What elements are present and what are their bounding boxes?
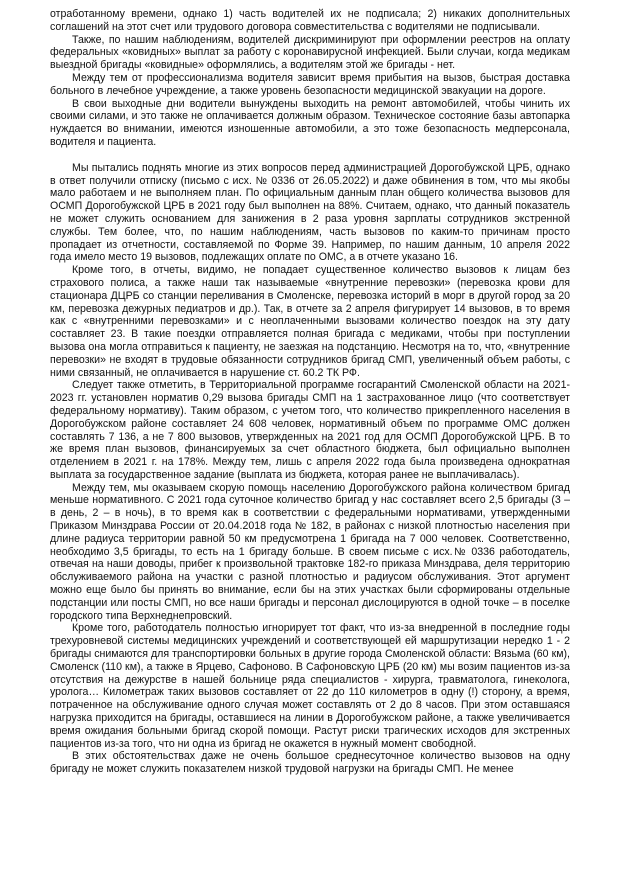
paragraph: Также, по нашим наблюдениям, водителей дискриминируют при оформлении реестров на оплату федеральных «ковидных» выплат за работу с коронавирусной инфекцией. Были случаи, когда медикам выездной бригады «ковидные» оформлялись, а водителям этой же бригады - нет.	[50, 33, 570, 72]
paragraph: Кроме того, работодатель полностью игнорирует тот факт, что из-за внедренной в последние годы трехуровневой системы медицинских учреждений и соответствующей ей маршрутизации нередко 1 - 2 бригады снимаются для транспортировки больных в другие города Смоленской области: Вязьма (60 км), Смоленск (110 км), а также в Ярцево, Сафоново. В Сафоновскую ЦРБ (20 км) мы возим пациентов из-за отсутствия на дежурстве в нашей больнице ряда специалистов - хирурга, травматолога, гинеколога, уролога… Километраж таких вызовов составляет от 22 до 110 километров в одну (!) сторону, а время, потраченное на обслуживание одного случая может составлять от 2 до 8 часов. При этом оставшаяся нагрузка приходится на бригады, оставшиеся на линии в Дорогобужском районе, а также увеличивается время ожидания больными бригад скорой помощи. Растут риски трагических исходов для экстренных пациентов из-за того, что ни одна из бригад не окажется в нужный момент свободной.	[50, 622, 570, 750]
paragraph: Кроме того, в отчеты, видимо, не попадает существенное количество вызовов к лицам без страхового полиса, а также наши так называемые «внутренние перевозки» (перевозка крови для стационара ДЦРБ со станции переливания в Смоленске, перевозка историй в морг в другой город за 20 км, перевозка дежурных педиатров и др.). Так, в отчете за 2 апреля фигурирует 14 вызовов, в то время как с «внутренними перевозками» и с неоплаченными вызовами количество поездок на эту дату составляет 23. В такие поездки отправляется полная бригада с медиками, чтобы при поступлении вызова она могла отправиться к пациенту, не заезжая на подстанцию. Несмотря на то, что, «внутренние перевозки» не входят в трудовые обязанности сотрудников бригад СМП, увеличенный объем работы, с ними связанный, не оплачивается в нарушение ст. 60.2 ТК РФ.	[50, 264, 570, 379]
paragraph: В этих обстоятельствах даже не очень большое среднесуточное количество вызовов на одну бригаду не может служить показателем низкой трудовой нагрузки на бригады СМП. Не менее	[50, 750, 570, 776]
paragraph: Следует также отметить, в Территориальной программе госгарантий Смоленской области на 2021-2023 гг. установлен норматив 0,29 вызова бригады СМП на 1 застрахованное лицо (что соответствует федеральному нормативу). Таким образом, с учетом того, что количество прикрепленного населения в Дорогобужском районе составляет 24 608 человек, нормативный объем по программе ОМС должен составлять 7 136, а не 7 800 вызовов, утвержденных на 2021 год для ОСМП Дорогобужской ЦРБ. В то же время план вызовов, финансируемых за счет областного бюджета, был официально выполнен отделением в 2021 г. на 178%. Между тем, лишь с апреля 2022 года была произведена однократная выплата за государственное задание (выплата из бюджета, которая ранее не выплачивалась).	[50, 379, 570, 481]
paragraph-spacer	[50, 149, 570, 162]
paragraph: Между тем от профессионализма водителя зависит время прибытия на вызов, быстрая доставка больного в лечебное учреждение, а также уровень безопасности медицинской эвакуации на дороге.	[50, 71, 570, 97]
paragraph: Мы пытались поднять многие из этих вопросов перед администрацией Дорогобужской ЦРБ, однако в ответ получили отписку (письмо с исх. № 0336 от 26.05.2022) и даже обвинения в том, что мы якобы мало работаем и не выполняем план. По официальным данным план общего количества вызовов для ОСМП Дорогобужской ЦРБ в 2021 году был выполнен на 88%. Считаем, однако, что данный показатель не может служить основанием для занижения в 2 раза уровня зарплаты сотрудников экстренной службы. Тем более, что, по нашим наблюдениям, часть вызовов по каким-то причинам просто пропадает из отчетности, составляемой по Форме 39. Например, по нашим данным, 10 апреля 2022 года имело место 19 вызовов, подлежащих оплате по ОМС, а в отчете указано 16.	[50, 161, 570, 264]
paragraph: Между тем, мы оказываем скорую помощь населению Дорогобужского района количеством бригад меньше нормативного. С 2021 года суточное количество бригад у нас составляет всего 2,5 бригады (3 – в день, 2 – в ночь), в то время как в соответствии с федеральными нормативами, утвержденными Приказом Минздрава России от 20.04.2018 года № 182, в районах с низкой плотностью населения при длине радиуса территории равной 50 км предусмотрена 1 бригада на 7 000 человек. Соответственно, необходимо 3,5 бригады, то есть на 1 бригаду больше. В своем письме с исх.№ 0336 работодатель, отвечая на наши доводы, прибег к произвольной трактовке 182-го приказа Минздрава, деля территорию обслуживаемого района на участки с разной плотностью и радиусом обслуживания. Этот аргумент можно еще было бы принять во внимание, если бы на этих участках были сформированы отдельные подстанции или посты СМП, но все наши бригады и персонал дислоцируются в одной точке – в поселке городского типа Верхнеднепровский.	[50, 481, 570, 622]
paragraph: В свои выходные дни водители вынуждены выходить на ремонт автомобилей, чтобы чинить их своими силами, и это также не оплачивается должным образом. Техническое состояние базы автопарка нуждается во внимании, имеются изношенные автомобили, а это тоже безопасность медперсонала, водителя и пациента.	[50, 97, 570, 148]
paragraph: отработанному времени, однако 1) часть водителей их не подписала; 2) никаких дополнительных соглашений на этот счет или трудового договора совместительства с водителями не подписывали.	[50, 8, 570, 33]
